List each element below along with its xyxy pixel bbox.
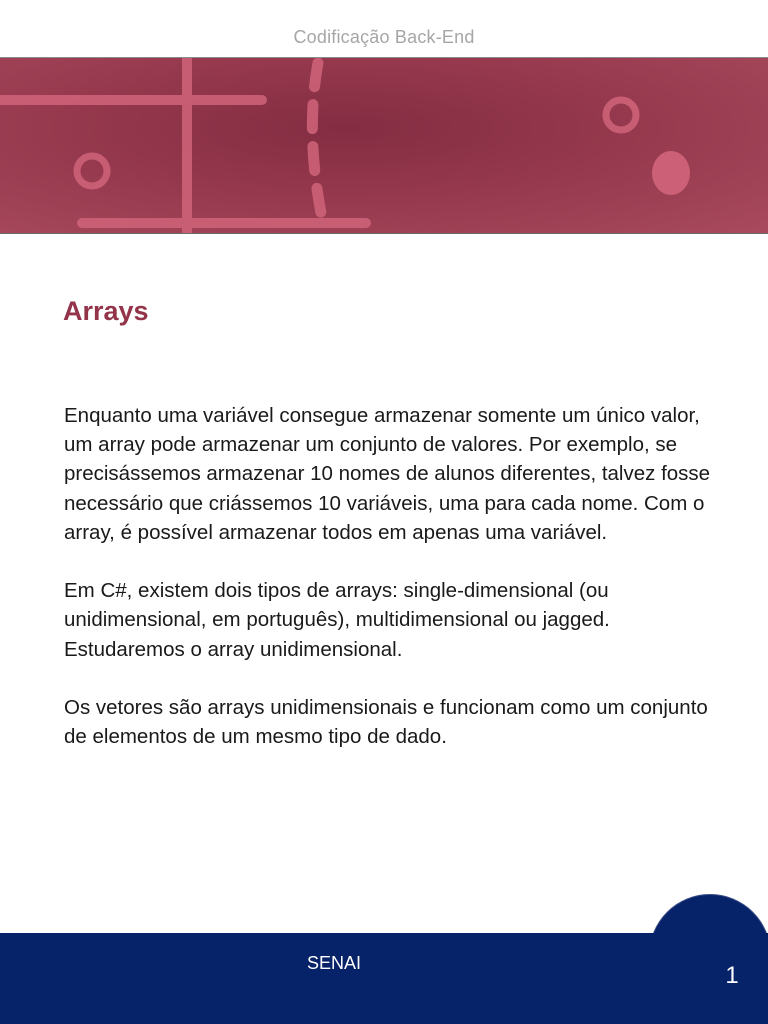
paragraph: Enquanto uma variável consegue armazenar somente um único valor, um array pode armazenar um conjunto de valores. Por exemplo, se precisássemos armazenar 10 nomes de alunos diferentes, talvez fosse necessário que criássemos 10 variáveis, uma para cada nome. Com o array, é possível armazenar todos em apenas uma variável. xyxy=(64,404,711,544)
paragraph: Em C#, existem dois tipos de arrays: single-dimensional (ou unidimensional, em português), multidimensional ou jagged. Estudaremos o array unidimensional. xyxy=(64,579,610,661)
page-number: 1 xyxy=(725,962,739,989)
section-heading: Arrays xyxy=(63,296,149,326)
header-banner xyxy=(0,57,768,234)
tic-tac-toe-pattern-icon xyxy=(0,58,768,234)
body-text xyxy=(64,401,716,781)
footer-bar xyxy=(0,933,768,1024)
document-header-title: Codificação Back-End xyxy=(293,27,475,47)
footer-label: SENAI xyxy=(306,953,362,973)
paragraph: Os vetores são arrays unidimensionais e funcionam como um conjunto de elementos de um mesmo tipo de dado. xyxy=(64,696,708,749)
